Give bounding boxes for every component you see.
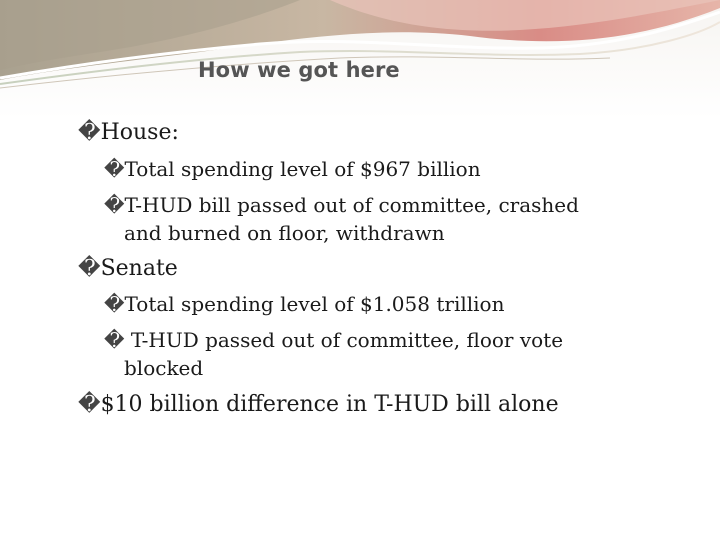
bullet-difference: [78, 392, 559, 417]
sub-bullet-house-thud-continued: and burned on floor, withdrawn: [124, 221, 445, 245]
bullet-glyph: �: [104, 157, 125, 181]
sub-bullet-senate-thud: [104, 328, 563, 352]
bullet-glyph: �: [78, 120, 101, 145]
bullet-text: T-HUD passed out of committee, floor vote: [124, 328, 564, 352]
bullet-text: $10 billion difference in T-HUD bill alone: [100, 392, 559, 417]
slide-title: How we got here: [198, 58, 400, 82]
bullet-house: [78, 120, 179, 145]
bullet-glyph: �: [78, 256, 101, 281]
bullet-text: T-HUD bill passed out of committee, crashed: [124, 193, 579, 217]
bullet-text: Total spending level of $1.058 trillion: [124, 292, 505, 316]
sub-bullet-senate-thud-continued: blocked: [124, 356, 204, 380]
bullet-text: House:: [100, 120, 179, 145]
sub-bullet-house-spending: [104, 157, 481, 181]
bullet-text: Senate: [100, 256, 178, 281]
sub-bullet-senate-spending: [104, 292, 504, 316]
bullet-glyph: �: [104, 193, 125, 217]
bullet-senate: [78, 256, 178, 281]
sub-bullet-house-thud: [104, 193, 579, 217]
bullet-glyph: �: [104, 328, 125, 352]
bullet-glyph: �: [78, 392, 101, 417]
bullet-glyph: �: [104, 292, 125, 316]
bullet-text: Total spending level of $967 billion: [124, 157, 481, 181]
